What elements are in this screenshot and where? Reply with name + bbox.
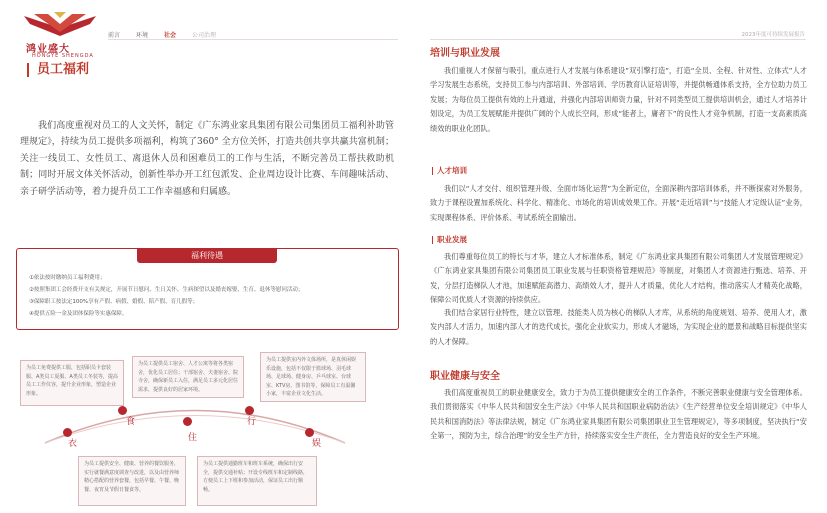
health-safety-section-title: 职业健康与安全 [430,371,500,382]
life-char-travel: 行 [247,417,257,427]
life-circle-arc [40,398,350,458]
welfare-benefits-list [29,272,303,320]
brand-logo-mark [20,10,100,40]
nav-item-environment[interactable]: 环境 [136,32,149,39]
header-divider-left [108,39,398,40]
health-safety-paragraph: 我们高度重视员工的职业健康安全，致力于为员工提供健康安全的工作条件，不断完善职业健康与安全管理体系。我们贯彻落实《中华人民共和国安全生产法》《中华人民共和国职业病防治法》《生产经营单位安全培训规定》《中华人民共和国消防法》等法律法规，制定《广东鸿业家具集团有限公司集团职业卫生管理规定》，等多项制度，坚决执行“安全第一，预防为主，综合治理”的安全生产方针，持续落实安全生产责任，全力营造良好的安全生产环境。 [430,388,807,441]
life-dot-housing [183,417,192,426]
top-nav [108,30,216,39]
welfare-benefits-title: 福利待遇 [137,249,277,263]
nav-item-governance[interactable]: 公司治理 [192,32,217,39]
life-char-housing: 住 [188,433,198,443]
nav-item-social[interactable]: 社会 [164,32,177,39]
training-section-title: 培训与职业发展 [430,48,500,59]
life-char-entertainment: 娱 [312,439,322,449]
career-development-paragraph: 我们尊重每位员工的特长与才华，建立人才标准体系，制定《广东鸿业家具集团有限公司集团人才发展管理规定》《广东鸿业家具集团有限公司集团员工职业发展与任职资格管理规范》等制度，对集团人才资源进行甄选、培养、开发，分层打造梯队人才池，加速赋能高潜力、高绩效人才，提升人才质量，优化人才结构，推动落实人才精英化战略，保障公司优质人才资源的持续供应。 [430,252,807,305]
welfare-title: 员工福利 [27,63,89,77]
life-card-entertainment: 为员工提供室内外文体场所，是真休闲娱乐设施，包括不仅限于篮球场、羽毛球场、足球场、健身房、乒乓球室、台球室、KTV房、图书馆等，保障员工有温馨小家，丰富企业文化生活。 [260,352,366,402]
training-paragraph: 我们重视人才保留与吸引，重点进行人才发展与体系建设”双引擎打造”，打造“全员、全程、针对性、立体式”人才学习发展生态系统，支持员工参与内部培训、外部培训、学历教育认证培训等，并提供畅通体系支持，全方位助力员工发展；为每位员工提供有效的上升通道，并强化内部培训师资力量，针对不同类型员工提供培训机会，通过人才培养计划设定，为员工发展赋能并提供广阔的个人成长空间，形成“能者上，庸者下”的良性人才竞争机制，打造一支高素质高绩效的职业化团队。 [430,66,807,133]
life-card-clothing: 为员工免费提供工服，包括职员卡套装服、A类员工夏服、A类员工冬装等，提高员工工作仪容，提升企业形象，塑造企业形象。 [20,360,124,406]
life-char-food: 食 [126,417,136,427]
life-char-clothing: 衣 [68,439,78,449]
talent-training-paragraph: 我们以“人才交付、组织管理升级、全面市场化运营”为全新定位，全面深耕内部培训体系，并不断探索对外服务，致力于课程设置加系统化、科学化、精准化、市场化的培训成效果工作。开展“走近培训”与“技能人才定级认证”业务，实现课程体系、评价体系、考试系统全面输出。 [430,184,807,222]
career-development-paragraph-2: 我们结合家居行业特性，建立以管理、技能类人员为核心的梯队人才库，从系统的角度规划、培养、使用人才，激发内部人才活力，加速内部人才的迭代成长，强化企业软实力，形成人才磁场，为实现企业的愿景和战略目标提供坚实的人才保障。 [430,308,807,346]
welfare-paragraph: 我们高度重视对员工的人文关怀，制定《广东鸿业家具集团有限公司集团员工福利补助管理规定》，持续为员工提供多项福利，构筑了360° 全方位关怀，打造共创共享共赢共富机制；关注一线员工、女性员工、离退休人员和困难员工的工作与生活，不断完善员工帮扶救助机制；同时开展文体关怀活动，创新性举办开工红包派发、企业周边设计比赛、车间趣味活动、亲子研学活动等，着力提升员工工作幸福感和归属感。 [20,121,394,197]
benefit-item: ②按照集团工会经费开支有关规定，开展节日慰问、生日关怀、生病探望以及婚丧嫁娶、生育、退休等慰问活动； [29,287,304,293]
brand-name-en: HONGYE SHENGDA [32,53,94,59]
life-card-travel: 为员工提供通勤班车和班车系统，确保出行安全，提供交通补贴；开设专线班车和定制线路，方便员工上下班和参加活动，保证员工出行顺畅。 [197,456,317,506]
life-card-food: 为员工提供安全、健康、营养的餐饮服务，实行就餐满意度调查与改进，以及由营养师精心搭配的营养套餐，包括早餐、午餐、晚餐、夜宵及节假日餐食等。 [78,456,186,506]
talent-training-subtitle: 人才培训 [432,167,467,175]
career-development-subtitle: 职业发展 [432,236,467,244]
life-card-housing: 为员工提供员工宿舍、人才公寓等将各类宿舍，优化员工居住；干部宿舍、夫妻宿舍、院寺舍，确保新员工入住，满足员工多元化居住需求，提供良好的居家环境。 [132,356,244,398]
brand-name-cn: 鸿业盛大 [26,44,70,55]
benefit-item: ①依法按时缴纳员工福利费用； [29,275,106,281]
header-divider-right [430,39,806,40]
benefit-item: ④提供五险一金及团体保险等实惠保障。 [29,311,128,317]
welfare-benefits-box [16,248,399,330]
report-tag: 2023年度可持续发展报告 [741,32,805,38]
brand-logo[interactable] [20,10,100,59]
benefit-item: ③保障职工按法定100%享有产假、病假、婚假、陪产假、育儿假等； [29,299,199,305]
nav-item-preface[interactable]: 前言 [108,32,121,39]
